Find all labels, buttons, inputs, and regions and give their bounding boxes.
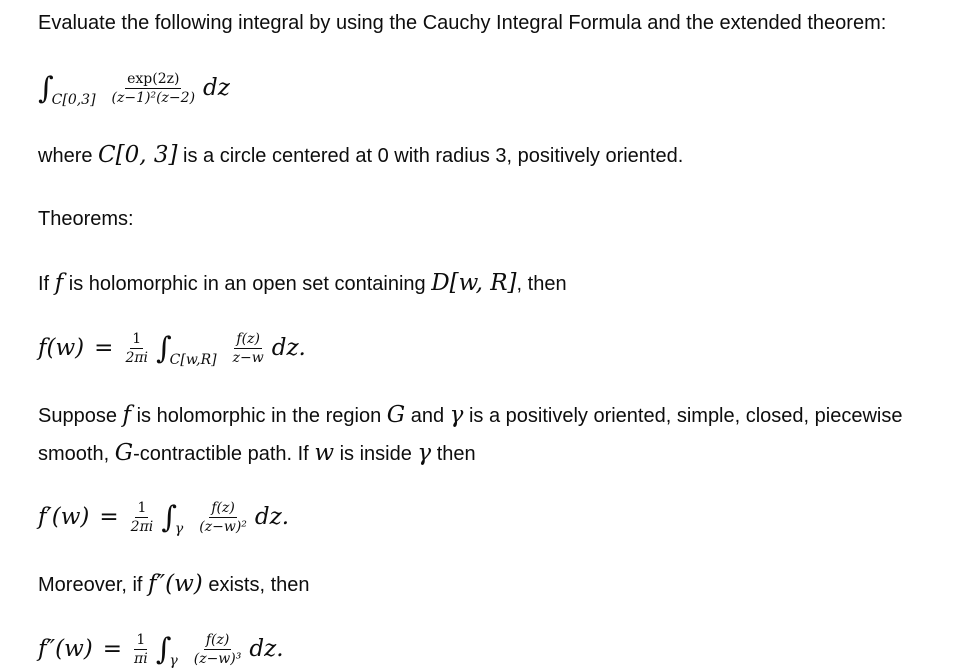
t2-a: is holomorphic in the region (136, 405, 382, 427)
t1-set: D[w, R] (431, 270, 517, 296)
f2-coef-num: 1 (137, 499, 147, 516)
t2-d: -contractible path. If (133, 443, 309, 465)
t1-prefix: If (38, 273, 50, 295)
t1-middle: is holomorphic in an open set containing (68, 273, 426, 295)
t2-end: then (436, 443, 476, 465)
f3-diff: dz. (249, 636, 284, 662)
where-prefix: where (38, 145, 93, 167)
f1-integrand (231, 331, 266, 366)
t2-G2: G (114, 440, 134, 466)
f1-coefficient (123, 331, 150, 366)
integrand-numerator: exp(2z) (127, 70, 180, 87)
f3-integral-sign: ∫ (155, 632, 172, 667)
f3-coef-den: πi (134, 650, 148, 667)
t2-gamma: γ (449, 402, 464, 428)
f1-equals: = (94, 335, 114, 361)
f2-contour: γ (174, 521, 184, 537)
t3-math: f″(w) (148, 571, 203, 597)
theorem3-statement (38, 566, 310, 604)
t3-suffix: exists, then (208, 574, 310, 596)
f3-lhs: f″(w) (38, 636, 93, 662)
integral-contour: C[0,3] (51, 92, 96, 108)
f1-coef-num: 1 (132, 330, 142, 347)
f1-coef-den: 2πi (125, 349, 149, 366)
f2-equals: = (99, 504, 119, 530)
t3-prefix: Moreover, if (38, 574, 143, 596)
integral-sign: ∫ (38, 71, 54, 106)
f3-equals: = (102, 636, 123, 662)
theorem2-statement (38, 397, 963, 473)
integrand-denominator: (z−1)²(z−2) (111, 89, 196, 106)
f2-den: (z−w)² (199, 518, 247, 535)
f2-diff: dz. (254, 504, 290, 530)
t2-gamma2: γ (417, 440, 432, 466)
f1-integral-sign: ∫ (156, 331, 172, 366)
f2-lhs: f′(w) (38, 504, 90, 530)
t2-G: G (386, 402, 406, 428)
t1-suffix: , then (516, 273, 567, 295)
formula-3 (38, 627, 284, 671)
f1-num: f(z) (236, 330, 260, 347)
f2-coef-den: 2πi (130, 518, 154, 535)
f3-coef-num: 1 (136, 631, 146, 648)
where-suffix: is a circle centered at 0 with radius 3, positively oriented. (183, 145, 684, 167)
t1-f: f (54, 270, 64, 296)
f2-integral-sign: ∫ (161, 500, 177, 535)
t2-e: is inside (339, 443, 412, 465)
f3-contour: γ (169, 653, 178, 669)
theorems-heading: Theorems: (38, 208, 134, 230)
f1-contour: C[w,R] (169, 352, 217, 368)
main-integral (38, 66, 230, 110)
f3-den: (z−w)³ (193, 650, 242, 667)
f2-num: f(z) (211, 499, 235, 516)
theorem1-statement (38, 265, 567, 303)
differential: dz (203, 75, 230, 101)
where-contour: C[0, 3] (98, 142, 178, 168)
f3-coefficient (132, 632, 150, 667)
f1-diff: dz. (271, 335, 306, 361)
integrand-fraction (110, 71, 198, 106)
f1-den: z−w (232, 349, 264, 366)
formula-2 (38, 495, 289, 539)
t2-f: f (122, 402, 132, 428)
t2-w: w (314, 440, 334, 466)
t2-c: is a positively oriented, simple, closed, piecewise smooth, (38, 405, 903, 465)
f3-integrand (192, 632, 244, 667)
intro-text: Evaluate the following integral by using the Cauchy Integral Formula and the extended theorem: (38, 12, 887, 34)
f3-num: f(z) (205, 631, 230, 648)
f2-integrand (197, 500, 249, 535)
f2-coefficient (129, 500, 156, 535)
formula-1 (38, 326, 306, 370)
t2-prefix: Suppose (38, 405, 117, 427)
where-line (38, 137, 683, 175)
f1-lhs: f(w) (38, 335, 85, 361)
t2-b: and (410, 405, 445, 427)
